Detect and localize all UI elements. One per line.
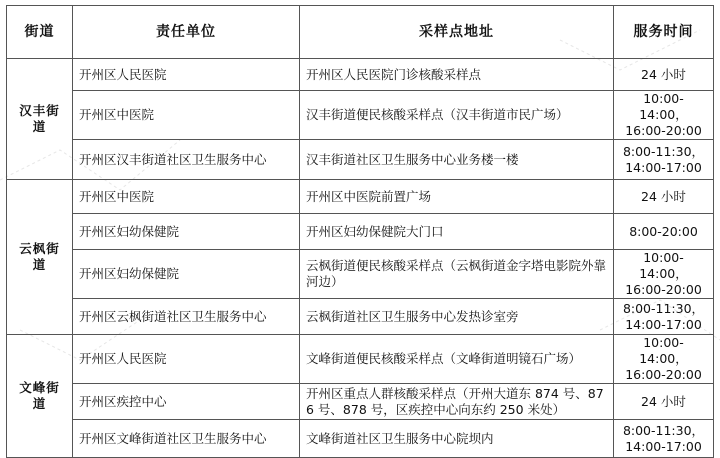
unit-cell: 开州区云枫街道社区卫生服务中心: [73, 299, 300, 335]
address-text: 开州区重点人群核酸采样点（开州大道东 874 号、876 号、878 号，区疾控中心向东约 250 米处）: [306, 385, 604, 417]
hours-line: 14:00-17:00: [625, 438, 702, 454]
address-cell: [300, 59, 614, 91]
address-cell: [300, 299, 614, 335]
table-row: [7, 335, 714, 384]
hours-line: 14:00-17:00: [625, 159, 702, 175]
address-text: 开州区妇幼保健院大门口: [306, 223, 444, 239]
unit-cell: 开州区中医院: [73, 180, 300, 214]
header-row: [7, 6, 714, 59]
address-text: 汉丰街道便民核酸采样点（汉丰街道市民广场）: [306, 107, 569, 122]
hours-cell: [614, 59, 714, 91]
district-cell: 汉丰街道: [7, 59, 73, 180]
hours-line: 16:00-20:00: [625, 367, 702, 382]
hours-line: 8:00-20:00: [629, 223, 698, 239]
address-cell: [300, 335, 614, 384]
address-text: 汉丰街道社区卫生服务中心业务楼一楼: [306, 151, 519, 167]
unit-cell: 开州区文峰街道社区卫生服务中心: [73, 420, 300, 458]
header-hours: 服务时间: [614, 6, 714, 59]
unit-cell: 开州区妇幼保健院: [73, 250, 300, 299]
address-text: 开州区人民医院门诊核酸采样点: [306, 66, 482, 82]
address-text: 文峰街道便民核酸采样点（文峰街道明镜石广场）: [306, 351, 582, 366]
hours-cell: [614, 384, 714, 420]
table-row: [7, 250, 714, 299]
address-cell: [300, 384, 614, 420]
hours-line: 8:00-11:30，: [622, 300, 705, 316]
hours-line: 24 小时: [641, 393, 686, 409]
table-row: [7, 384, 714, 420]
table-row: [7, 214, 714, 250]
unit-cell: 开州区中医院: [73, 91, 300, 140]
hours-cell: [614, 250, 714, 299]
district-cell: 云枫街道: [7, 180, 73, 335]
district-cell: 文峰街道: [7, 335, 73, 458]
hours-line: 16:00-20:00: [625, 282, 702, 297]
hours-line: 24 小时: [641, 66, 686, 82]
hours-cell: [614, 299, 714, 335]
table-row: [7, 91, 714, 140]
header-address: 采样点地址: [300, 6, 614, 59]
table-row: [7, 180, 714, 214]
hours-cell: [614, 180, 714, 214]
hours-line: 14:00-17:00: [625, 316, 702, 332]
address-cell: [300, 250, 614, 299]
table-body: [7, 59, 714, 458]
hours-cell: [614, 335, 714, 384]
address-cell: [300, 180, 614, 214]
unit-cell: 开州区人民医院: [73, 59, 300, 91]
unit-cell: 开州区疾控中心: [73, 384, 300, 420]
hours-line: 24 小时: [641, 188, 686, 204]
address-cell: [300, 91, 614, 140]
address-cell: [300, 214, 614, 250]
unit-cell: 开州区人民医院: [73, 335, 300, 384]
address-text: 开州区中医院前置广场: [306, 188, 432, 204]
unit-cell: 开州区妇幼保健院: [73, 214, 300, 250]
sampling-sites-table: [6, 5, 714, 458]
hours-line: 10:00-14:00，: [639, 91, 688, 122]
address-text: 云枫街道便民核酸采样点（云枫街道金字塔电影院外靠河边）: [306, 258, 607, 289]
hours-line: 16:00-20:00: [625, 123, 702, 138]
table-row: [7, 299, 714, 335]
hours-cell: [614, 140, 714, 180]
hours-line: 10:00-14:00，: [639, 335, 688, 366]
hours-line: 10:00-14:00，: [639, 250, 688, 281]
unit-cell: 开州区汉丰街道社区卫生服务中心: [73, 140, 300, 180]
address-text: 云枫街道社区卫生服务中心发热诊室旁: [306, 308, 519, 324]
table-row: [7, 140, 714, 180]
hours-cell: [614, 214, 714, 250]
hours-cell: [614, 91, 714, 140]
hours-line: 8:00-11:30，: [622, 143, 705, 159]
address-cell: [300, 140, 614, 180]
address-text: 文峰街道社区卫生服务中心院坝内: [306, 430, 494, 446]
table-row: [7, 59, 714, 91]
header-street: 街道: [7, 6, 73, 59]
hours-line: 8:00-11:30，: [622, 422, 705, 438]
header-unit: 责任单位: [73, 6, 300, 59]
